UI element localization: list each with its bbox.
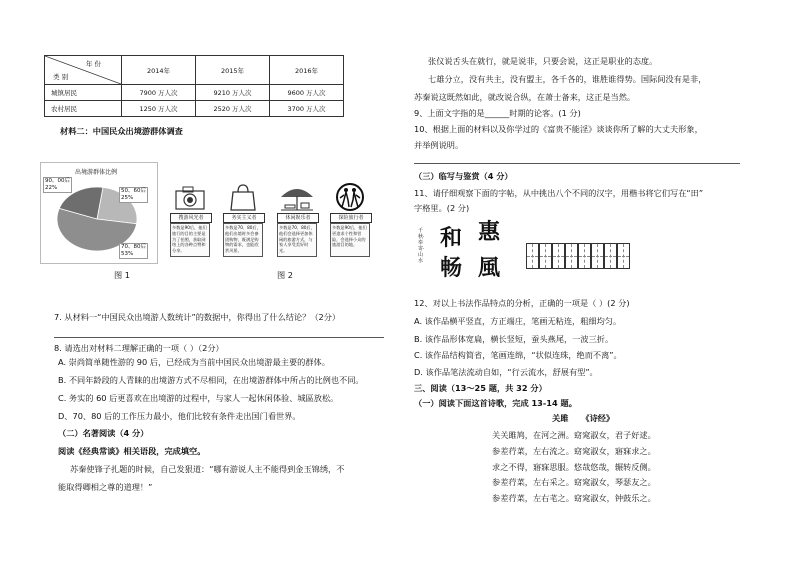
question-8: 8. 请选出对材料二理解正确的一项（ ）（2分） bbox=[54, 343, 224, 353]
grid-cell[interactable] bbox=[591, 243, 604, 269]
option-c: C. 务实的 60 后更喜欢在出境游的过程中，与家人一起休闲体验、城區放松。 bbox=[58, 393, 339, 403]
header-category: 类 别 bbox=[53, 73, 69, 81]
year-header: 2014年 bbox=[122, 56, 196, 85]
passage-line: 七雄分立，没有共主，没有盟主，各千各的，谁胜谁得势。国际间没有是非， bbox=[428, 74, 707, 84]
question-12: 12、对以上书法作品特点的分析，正确的一项是（ ）(2 分) bbox=[414, 298, 630, 308]
option-d: D. 该作品笔法流动自如，“行云流水，舒展有型”。 bbox=[414, 367, 598, 377]
table-row: 城镇居民 7900 万人次 9210 万人次 9600 万人次 bbox=[45, 85, 344, 101]
poem-line: 参差荇菜，左右芼之。窈窕淑女，钟鼓乐之。 bbox=[492, 493, 656, 503]
grid-cell[interactable] bbox=[578, 243, 591, 269]
icon-description: 多数是70、80后，他们出境时多会参团购物，既满足购物的需求，也能欣赏风景。 bbox=[223, 223, 263, 257]
poem-title: 关雎 《诗经》 bbox=[552, 413, 615, 423]
question-7: 7. 从材料一“中国民众出境游人数统计”的数据中，你得出了什么结论？（2分） bbox=[54, 312, 341, 322]
slice-label-90-00: 90、00后 22% bbox=[45, 178, 70, 191]
section-heading: 三、阅读（13～25 题，共 32 分） bbox=[414, 383, 547, 393]
answer-line bbox=[54, 337, 384, 338]
icon-description: 多数是90后，他们更追求个性和冒险，会选择小众的旅游目的地。 bbox=[330, 223, 370, 257]
beach-umbrella-icon bbox=[275, 183, 319, 211]
option-a: A. 崇尚简单随性游的 90 后，已经成为当前中国民众出境游最主要的群体。 bbox=[58, 357, 330, 367]
grid-cell[interactable] bbox=[552, 243, 565, 269]
passage-line: 苏秦使锋子扎题的时候，自己发狠道：“哪有游说人主不能得到金玉锦绣，不 bbox=[70, 464, 345, 474]
tourism-stats-table bbox=[44, 55, 344, 117]
option-b: B. 该作品形体宽扁，横长竖短，蚕头燕尾，一波三折。 bbox=[414, 334, 614, 344]
section-subheading: （一）阅读下面这首诗歌，完成 13-14 题。 bbox=[414, 398, 577, 408]
grid-cell[interactable] bbox=[526, 243, 539, 269]
shopping-bag-icon bbox=[221, 183, 265, 211]
option-c: C. 该作品结构简省，笔画连绵，“状似连珠，绝而不离”。 bbox=[414, 350, 622, 360]
calligraphy-inscription: 千秋·奉寄·山水 bbox=[418, 228, 425, 264]
icon-description: 多数是90后，他们旅行的目的主要是为了拍照，获取网络上的各种点赞和分享。 bbox=[170, 223, 210, 257]
icon-description: 多数是70、80后，他们会选择更加休闲的旅游方式，与家人享受美好时光。 bbox=[277, 223, 317, 257]
section-heading: （三）临写与鉴赏（4 分） bbox=[414, 171, 513, 181]
icon-label: 休闲娱乐者 bbox=[277, 213, 319, 223]
icon-label: 搜游风光者 bbox=[170, 213, 212, 223]
slice-label-50-60: 50、60后 25% bbox=[121, 188, 146, 201]
poem-line: 求之不得，寤寐思服。悠哉悠哉，辗转反侧。 bbox=[492, 462, 656, 472]
table-row: 农村居民 1250 万人次 2520 万人次 3700 万人次 bbox=[45, 101, 344, 117]
passage-line: 苏秦说这既然如此，就改说合纵，在萧士备来，这正是当然。 bbox=[414, 92, 636, 102]
year-header: 2015年 bbox=[196, 56, 270, 85]
pie-chart-frame bbox=[40, 162, 158, 264]
poem-line: 关关雎鸠，在河之洲。窈窕淑女，君子好逑。 bbox=[492, 430, 656, 440]
question-9: 9、上面文字指的是______时期的论客。(1 分) bbox=[414, 108, 581, 118]
calligraphy-char: 風 bbox=[478, 255, 501, 281]
question-11-cont: 字格里。(2 分) bbox=[414, 203, 470, 213]
icon-label: 务实主义者 bbox=[223, 213, 265, 223]
pie-title: 出境游群体比例 bbox=[75, 169, 118, 176]
grid-cell[interactable] bbox=[617, 243, 630, 269]
camera-icon bbox=[168, 183, 212, 211]
travelers-icon bbox=[328, 183, 372, 211]
option-d: D、70、80 后的工作压力最小，他们比较有条件走出国门看世界。 bbox=[58, 411, 301, 421]
slice-label-70-80: 70、80后 53% bbox=[121, 244, 146, 257]
table-header-corner bbox=[45, 56, 122, 85]
passage-line: 张仪说舌头在就行，就是说非，只要会说，这正是职业的态度。 bbox=[428, 56, 658, 66]
poem-line: 参差荇菜，左右采之。窈窕淑女，琴瑟友之。 bbox=[492, 477, 656, 487]
header-year: 年 份 bbox=[85, 60, 101, 68]
grid-cell[interactable] bbox=[565, 243, 578, 269]
option-a: A. 该作品横平竖直，方正端庄，笔画无粘连，粗细均匀。 bbox=[414, 316, 622, 326]
option-b: B. 不同年龄段的人青睐的出境游方式不尽相同，在出境游群体中所占的比例也不同。 bbox=[58, 375, 364, 385]
poem-line: 参差荇菜，左右流之。窈窕淑女，寤寐求之。 bbox=[492, 446, 656, 456]
answer-line bbox=[414, 163, 740, 164]
section-heading: （二）名著阅读（4 分） bbox=[58, 428, 149, 438]
passage-line: 能取得卿相之尊的道理！” bbox=[58, 482, 153, 492]
question-11: 11、请仔细观察下面的字帖，从中挑出八个不同的汉字，用楷书将它们写在“田” bbox=[414, 188, 704, 198]
grid-cell[interactable] bbox=[604, 243, 617, 269]
calligraphy-char: 和 bbox=[440, 225, 463, 251]
figure2-caption: 图 2 bbox=[277, 270, 293, 280]
calligraphy-char: 畅 bbox=[440, 255, 463, 281]
icon-label: 探险旅行者 bbox=[330, 213, 372, 223]
grid-cell[interactable] bbox=[539, 243, 552, 269]
material2-title: 材料二：中国民众出境游群体调查 bbox=[60, 126, 183, 136]
question-10: 10、根据上面的材料以及你学过的《富贵不能淫》谈谈你所了解的大丈夫形象， bbox=[414, 124, 703, 134]
figure1-caption: 图 1 bbox=[114, 270, 130, 280]
reading-instruction: 阅读《经典常谈》相关语段，完成填空。 bbox=[58, 446, 206, 456]
year-header: 2016年 bbox=[270, 56, 344, 85]
calligraphy-char: 惠 bbox=[478, 219, 501, 245]
question-10-cont: 并举例说明。 bbox=[414, 140, 464, 150]
